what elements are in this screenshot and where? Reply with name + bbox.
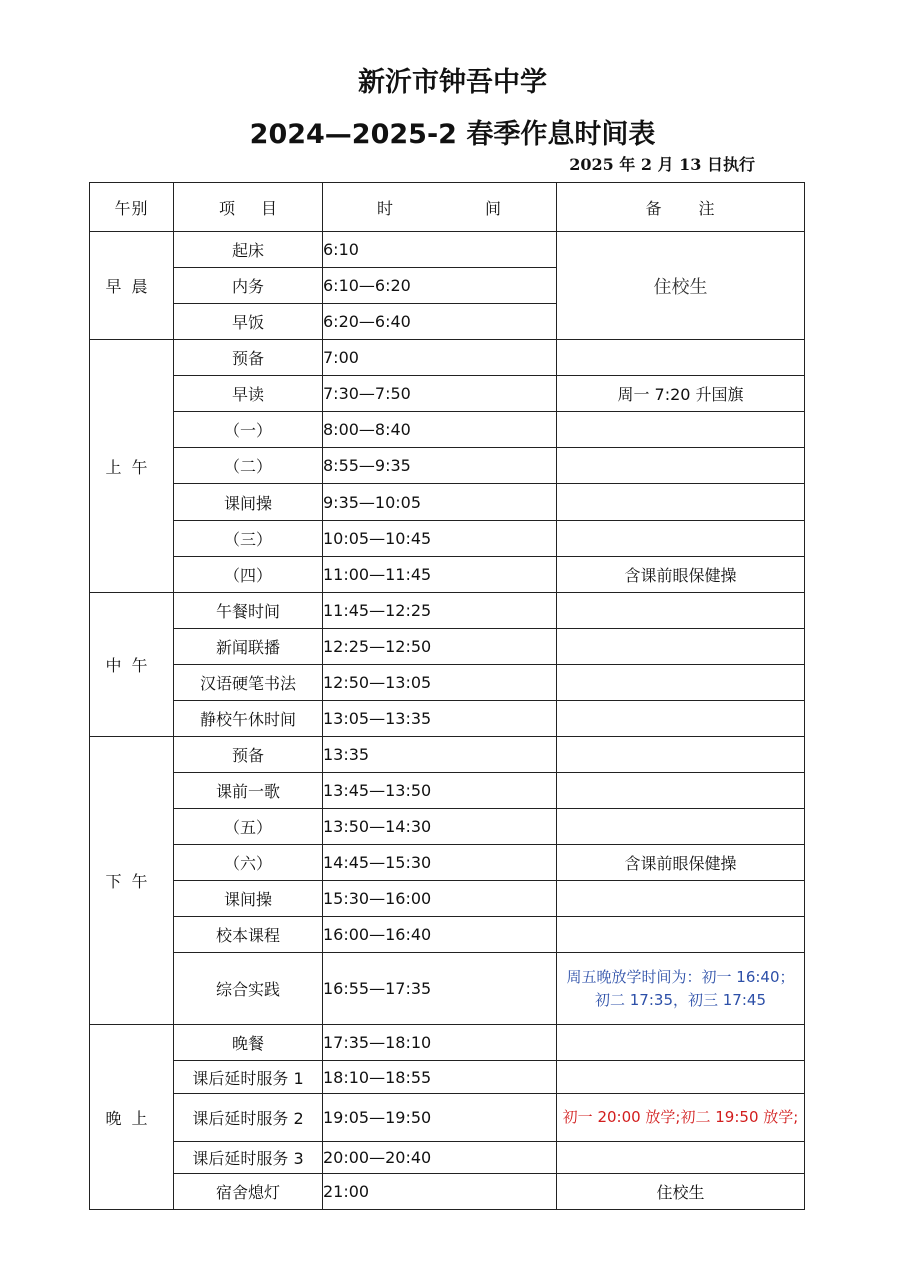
time-cell: 9:35—10:05 — [323, 484, 557, 521]
note-cell — [557, 412, 805, 448]
item-cell: 宿舍熄灯 — [174, 1174, 323, 1210]
item-cell: （五） — [174, 809, 323, 845]
note-cell — [557, 1061, 805, 1094]
item-cell: （三） — [174, 521, 323, 557]
table-row — [90, 1025, 805, 1061]
item-cell: 课间操 — [174, 484, 323, 521]
table-row — [90, 917, 805, 953]
item-cell: 预备 — [174, 737, 323, 773]
item-cell: （二） — [174, 448, 323, 484]
table-row — [90, 629, 805, 665]
table-row — [90, 1142, 805, 1174]
time-cell: 20:00—20:40 — [323, 1142, 557, 1174]
school-name: 新沂市钟吾中学 — [358, 67, 547, 98]
time-cell: 6:10—6:20 — [323, 268, 557, 304]
column-header-item-label: 项目 — [218, 198, 303, 218]
time-cell: 11:00—11:45 — [323, 557, 557, 593]
note-cell — [557, 521, 805, 557]
note-cell: 含课前眼保健操 — [557, 557, 805, 593]
note-cell: 住校生 — [557, 1174, 805, 1210]
table-row — [90, 593, 805, 629]
note-cell — [557, 701, 805, 737]
item-cell: 课后延时服务 3 — [174, 1142, 323, 1174]
column-header-period — [90, 183, 174, 232]
item-cell: 课后延时服务 1 — [174, 1061, 323, 1094]
time-cell: 10:05—10:45 — [323, 521, 557, 557]
execution-date: 2025 年 2 月 13 日执行 — [569, 155, 755, 174]
period-morning: 早晨 — [90, 232, 174, 340]
period-evening: 晚上 — [90, 1025, 174, 1210]
table-row — [90, 448, 805, 484]
time-cell: 7:30—7:50 — [323, 376, 557, 412]
time-cell: 13:50—14:30 — [323, 809, 557, 845]
item-cell: 课后延时服务 2 — [174, 1094, 323, 1142]
note-cell — [557, 881, 805, 917]
time-cell: 8:55—9:35 — [323, 448, 557, 484]
column-header-item — [174, 183, 323, 232]
item-cell: 晚餐 — [174, 1025, 323, 1061]
table-row — [90, 557, 805, 593]
item-cell: 综合实践 — [174, 953, 323, 1025]
note-cell — [557, 629, 805, 665]
period-afternoon: 下午 — [90, 737, 174, 1025]
note-cell — [557, 773, 805, 809]
column-header-time-left: 时 — [377, 198, 395, 218]
table-row — [90, 484, 805, 521]
schedule-table — [89, 182, 805, 1210]
time-cell: 15:30—16:00 — [323, 881, 557, 917]
note-cell — [557, 593, 805, 629]
time-cell: 6:20—6:40 — [323, 304, 557, 340]
table-row — [90, 521, 805, 557]
table-row — [90, 737, 805, 773]
table-row — [90, 953, 805, 1025]
column-header-period-label: 午别 — [114, 198, 149, 218]
time-cell: 8:00—8:40 — [323, 412, 557, 448]
column-header-time — [323, 183, 557, 232]
time-cell: 12:25—12:50 — [323, 629, 557, 665]
note-cell — [557, 737, 805, 773]
time-cell: 17:35—18:10 — [323, 1025, 557, 1061]
table-row — [90, 232, 805, 268]
time-cell: 13:45—13:50 — [323, 773, 557, 809]
column-header-note — [557, 183, 805, 232]
time-cell: 7:00 — [323, 340, 557, 376]
note-cell — [557, 484, 805, 521]
table-row — [90, 845, 805, 881]
item-cell: 静校午休时间 — [174, 701, 323, 737]
time-cell: 16:55—17:35 — [323, 953, 557, 1025]
time-cell: 19:05—19:50 — [323, 1094, 557, 1142]
table-row — [90, 1061, 805, 1094]
note-cell: 周一 7:20 升国旗 — [557, 376, 805, 412]
item-cell: 课间操 — [174, 881, 323, 917]
table-row — [90, 1094, 805, 1142]
item-cell: （一） — [174, 412, 323, 448]
note-morning-boarders: 住校生 — [557, 232, 805, 340]
item-cell: （四） — [174, 557, 323, 593]
column-header-note-left: 备 — [645, 198, 663, 218]
note-cell — [557, 1142, 805, 1174]
time-cell: 21:00 — [323, 1174, 557, 1210]
time-cell: 16:00—16:40 — [323, 917, 557, 953]
time-cell: 6:10 — [323, 232, 557, 268]
note-evening-dismissal: 初一 20:00 放学;初二 19:50 放学; — [557, 1094, 805, 1142]
note-cell — [557, 1025, 805, 1061]
item-cell: 内务 — [174, 268, 323, 304]
item-cell: 校本课程 — [174, 917, 323, 953]
item-cell: （六） — [174, 845, 323, 881]
note-cell — [557, 917, 805, 953]
table-row — [90, 1174, 805, 1210]
table-row — [90, 773, 805, 809]
document-title: 2024—2025-2 春季作息时间表 — [249, 119, 656, 150]
table-row — [90, 412, 805, 448]
time-cell: 18:10—18:55 — [323, 1061, 557, 1094]
time-cell: 13:35 — [323, 737, 557, 773]
item-cell: 新闻联播 — [174, 629, 323, 665]
period-forenoon: 上午 — [90, 340, 174, 593]
item-cell: 早读 — [174, 376, 323, 412]
note-cell — [557, 448, 805, 484]
table-row — [90, 881, 805, 917]
item-cell: 午餐时间 — [174, 593, 323, 629]
table-row — [90, 376, 805, 412]
header-row — [90, 183, 805, 232]
item-cell: 早饭 — [174, 304, 323, 340]
note-cell — [557, 340, 805, 376]
column-header-note-right: 注 — [698, 198, 716, 218]
item-cell: 预备 — [174, 340, 323, 376]
item-cell: 起床 — [174, 232, 323, 268]
table-row — [90, 340, 805, 376]
time-cell: 13:05—13:35 — [323, 701, 557, 737]
time-cell: 11:45—12:25 — [323, 593, 557, 629]
table-row — [90, 809, 805, 845]
time-cell: 12:50—13:05 — [323, 665, 557, 701]
table-row — [90, 701, 805, 737]
item-cell: 汉语硬笔书法 — [174, 665, 323, 701]
note-friday-dismissal: 周五晚放学时间为：初一 16:40；初二 17:35，初三 17:45 — [557, 953, 805, 1025]
column-header-time-right: 间 — [484, 198, 502, 218]
time-cell: 14:45—15:30 — [323, 845, 557, 881]
table-row — [90, 665, 805, 701]
note-cell: 含课前眼保健操 — [557, 845, 805, 881]
item-cell: 课前一歌 — [174, 773, 323, 809]
note-cell — [557, 809, 805, 845]
note-cell — [557, 665, 805, 701]
period-noon: 中午 — [90, 593, 174, 737]
